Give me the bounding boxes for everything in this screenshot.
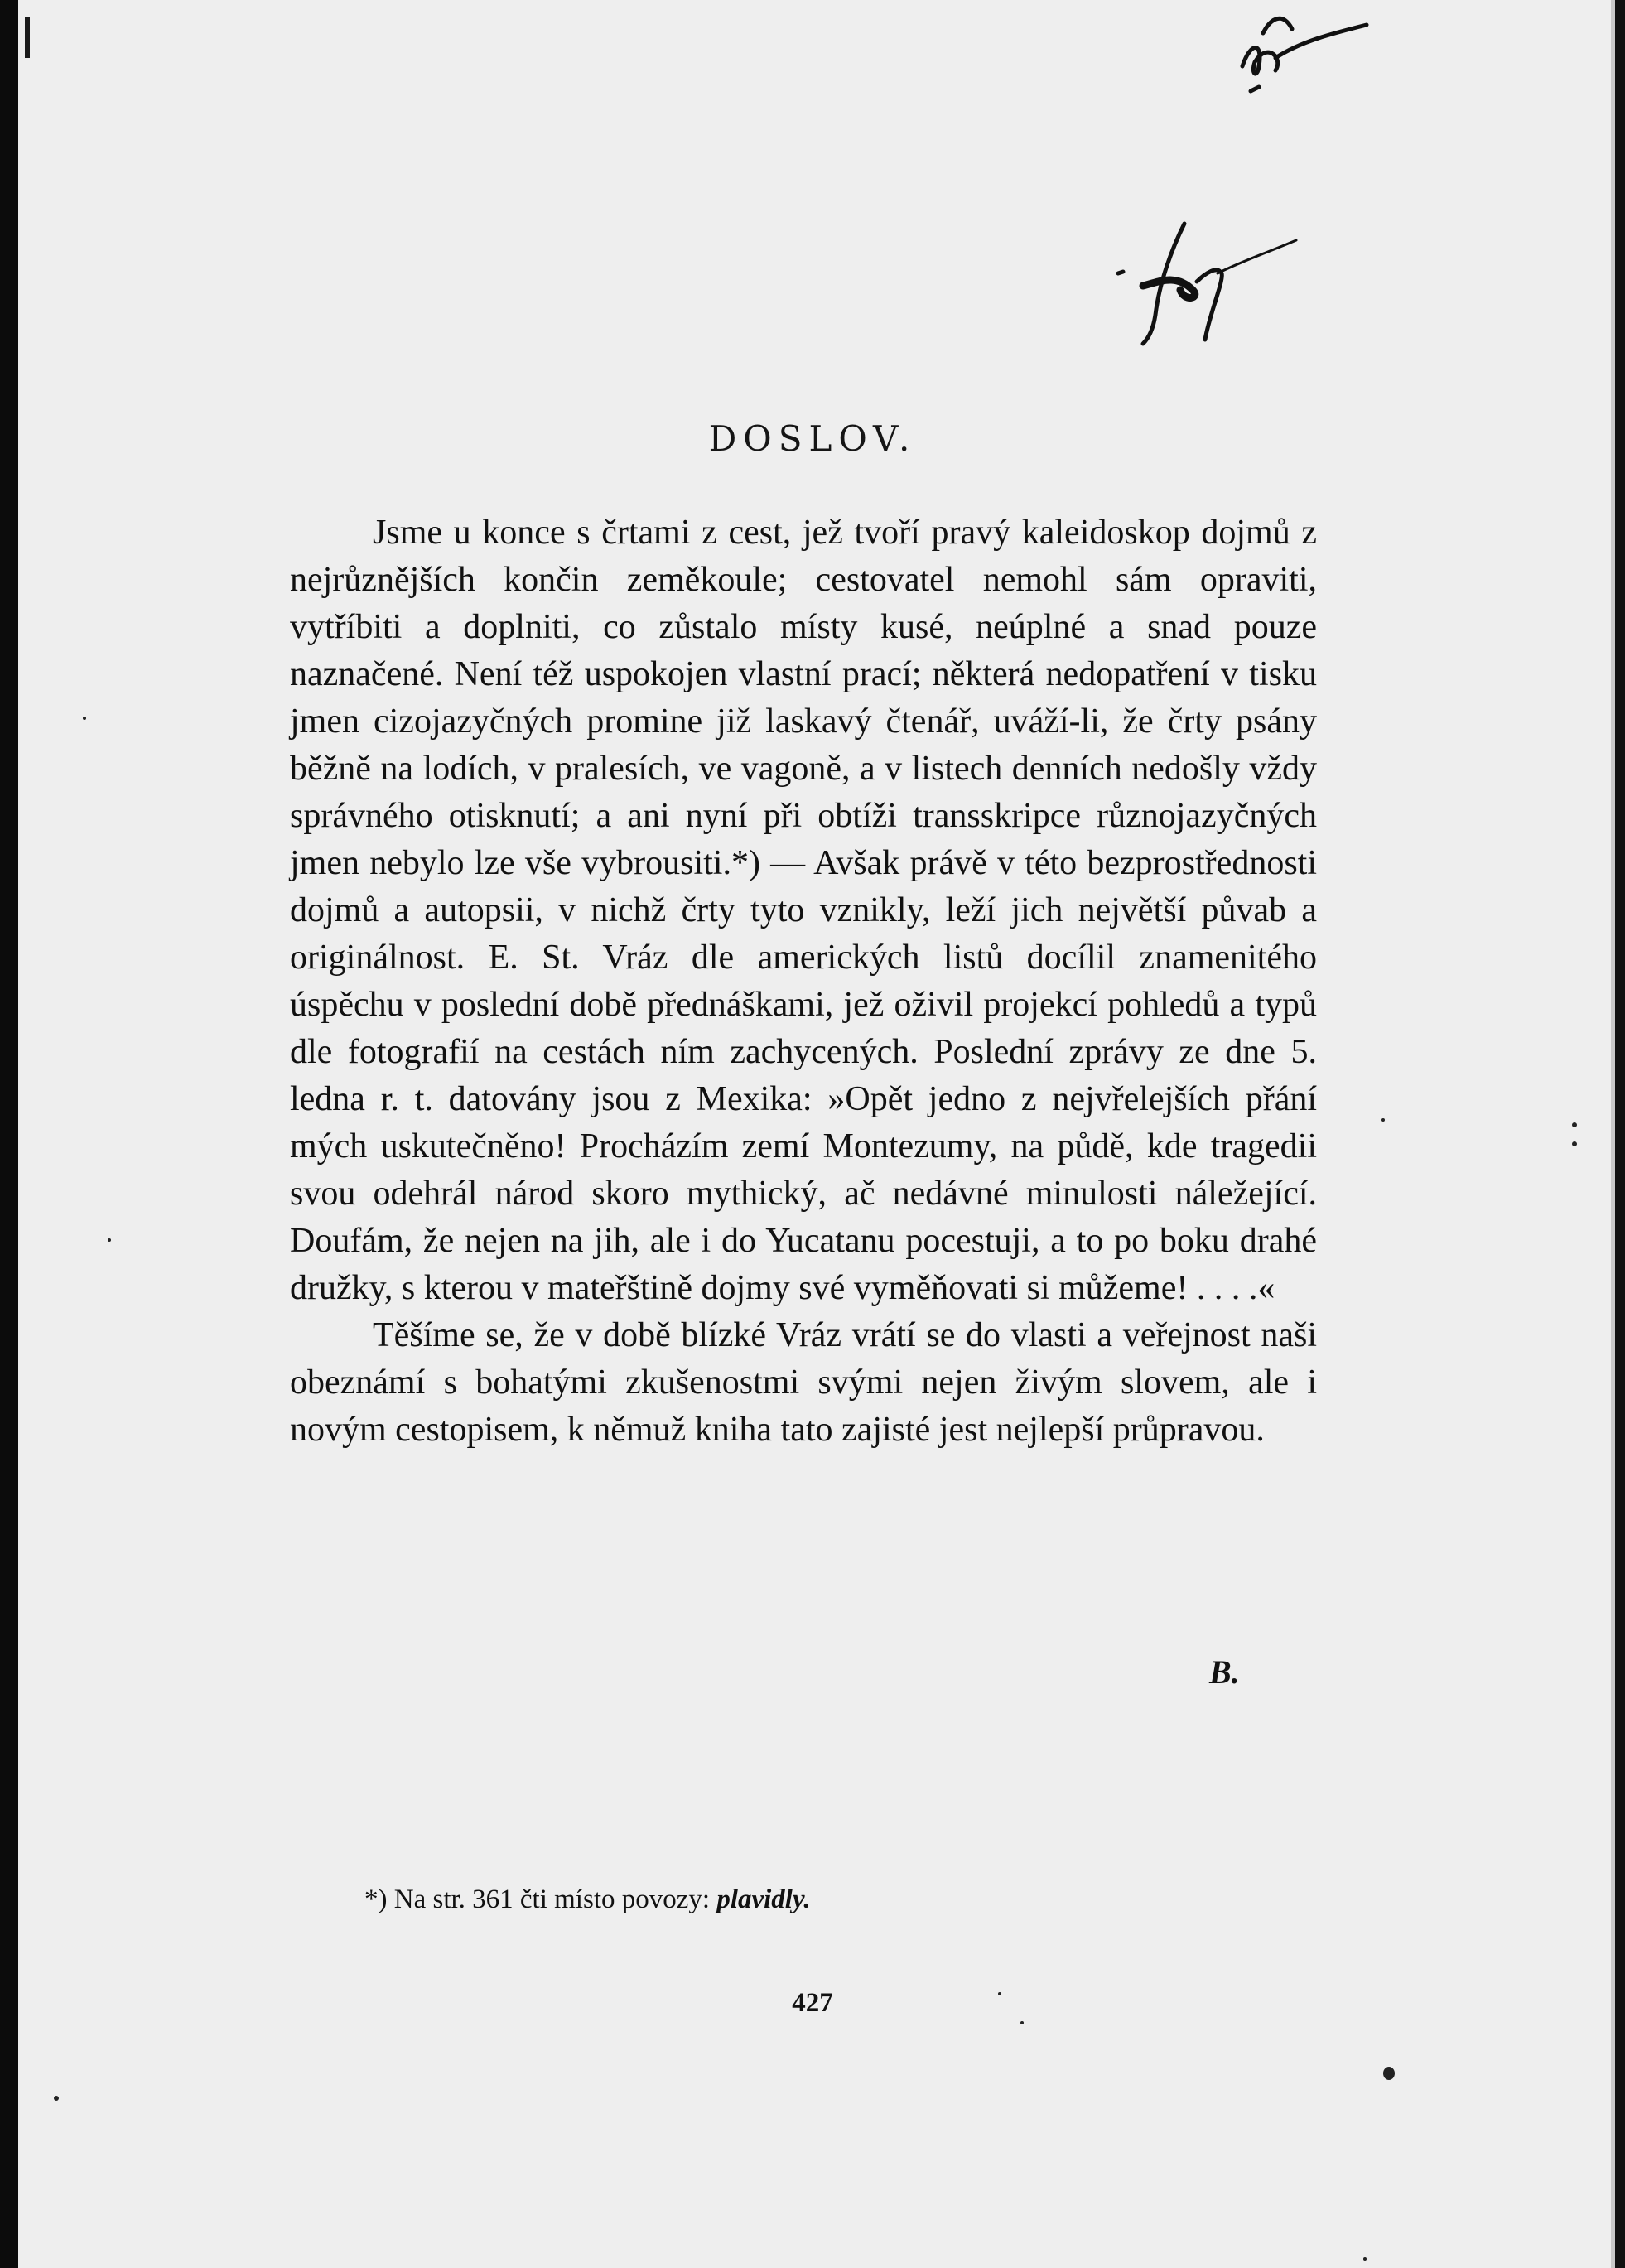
scan-speck bbox=[1363, 2257, 1367, 2261]
footnote-text: Na str. 361 čti místo povozy: bbox=[393, 1884, 711, 1914]
scan-speck bbox=[108, 1238, 111, 1242]
footnote bbox=[364, 1884, 811, 1915]
scan-speck bbox=[83, 717, 86, 720]
signature-initial: B. bbox=[1209, 1653, 1240, 1691]
handwritten-mark-top bbox=[1226, 8, 1375, 99]
left-edge-mark bbox=[25, 17, 30, 58]
scan-speck bbox=[54, 2096, 59, 2101]
footnote-emphasis: plavidly. bbox=[716, 1884, 811, 1914]
afterword-body bbox=[290, 509, 1317, 1454]
handwritten-mark-middle bbox=[1093, 215, 1300, 348]
footnote-marker: *) bbox=[364, 1884, 388, 1914]
paragraph-1: Jsme u konce s črtami z cest, jež tvoří pravý kaleidoskop dojmů z nejrůznějších končin zeměkoule; cestovatel nemohl sám opraviti, vytříbiti a doplniti, co zůstalo místy kusé, neúplné a snad pouze naznačené. Není též uspokojen vlastní prací; některá nedopatření v tisku jmen cizojazyčných promine již laskavý čtenář, uváží-li, že črty psány běžně na lodích, v pralesích, ve vagoně, a v listech denních nedošly vždy správného otisknutí; a ani nyní při obtíži transskripce různojazyčných jmen nebylo lze vše vybrousiti.*) — Avšak právě v této bezprostřednosti dojmů a autopsii, v nichž črty tyto vznikly, leží jich největší půvab a originálnost. E. St. Vráz dle amerických listů docílil znamenitého úspěchu v poslední době přednáškami, jež oživil projekcí pohledů a typů dle fotografií na cestách ním zachycených. Poslední zprávy ze dne 5. ledna r. t. datovány jsou z Mexika: »Opět jedno z nejvřelejších přání mých uskutečněno! Procházím zemí Montezumy, na půdě, kde tragedii svou odehrál národ skoro mythický, ač nedávné minulosti náležející. Doufám, že nejen na jih, ale i do Yucatanu pocestuji, a to po boku drahé družky, s kterou v mateřštině dojmy své vyměňovati si můžeme! . . . .« bbox=[290, 514, 1317, 1307]
scan-speck bbox=[1020, 2021, 1024, 2024]
left-scan-edge bbox=[0, 0, 18, 2268]
page-number: 427 bbox=[792, 1988, 833, 2018]
paragraph-2: Těšíme se, že v době blízké Vráz vrátí se do vlasti a veřejnost naši obeznámí s bohatými zkušenostmi svými nejen živým slovem, ale i novým cestopisem, k němuž kniha tato zajisté jest nejlepší průpravou. bbox=[290, 1316, 1317, 1449]
right-scan-edge bbox=[1615, 0, 1625, 2268]
scan-speck bbox=[1572, 1141, 1577, 1146]
scan-speck bbox=[1381, 1118, 1385, 1122]
scan-speck bbox=[1383, 2067, 1395, 2080]
scan-speck bbox=[1572, 1122, 1577, 1127]
chapter-title: DOSLOV. bbox=[708, 418, 917, 459]
scan-speck bbox=[998, 1992, 1001, 1995]
